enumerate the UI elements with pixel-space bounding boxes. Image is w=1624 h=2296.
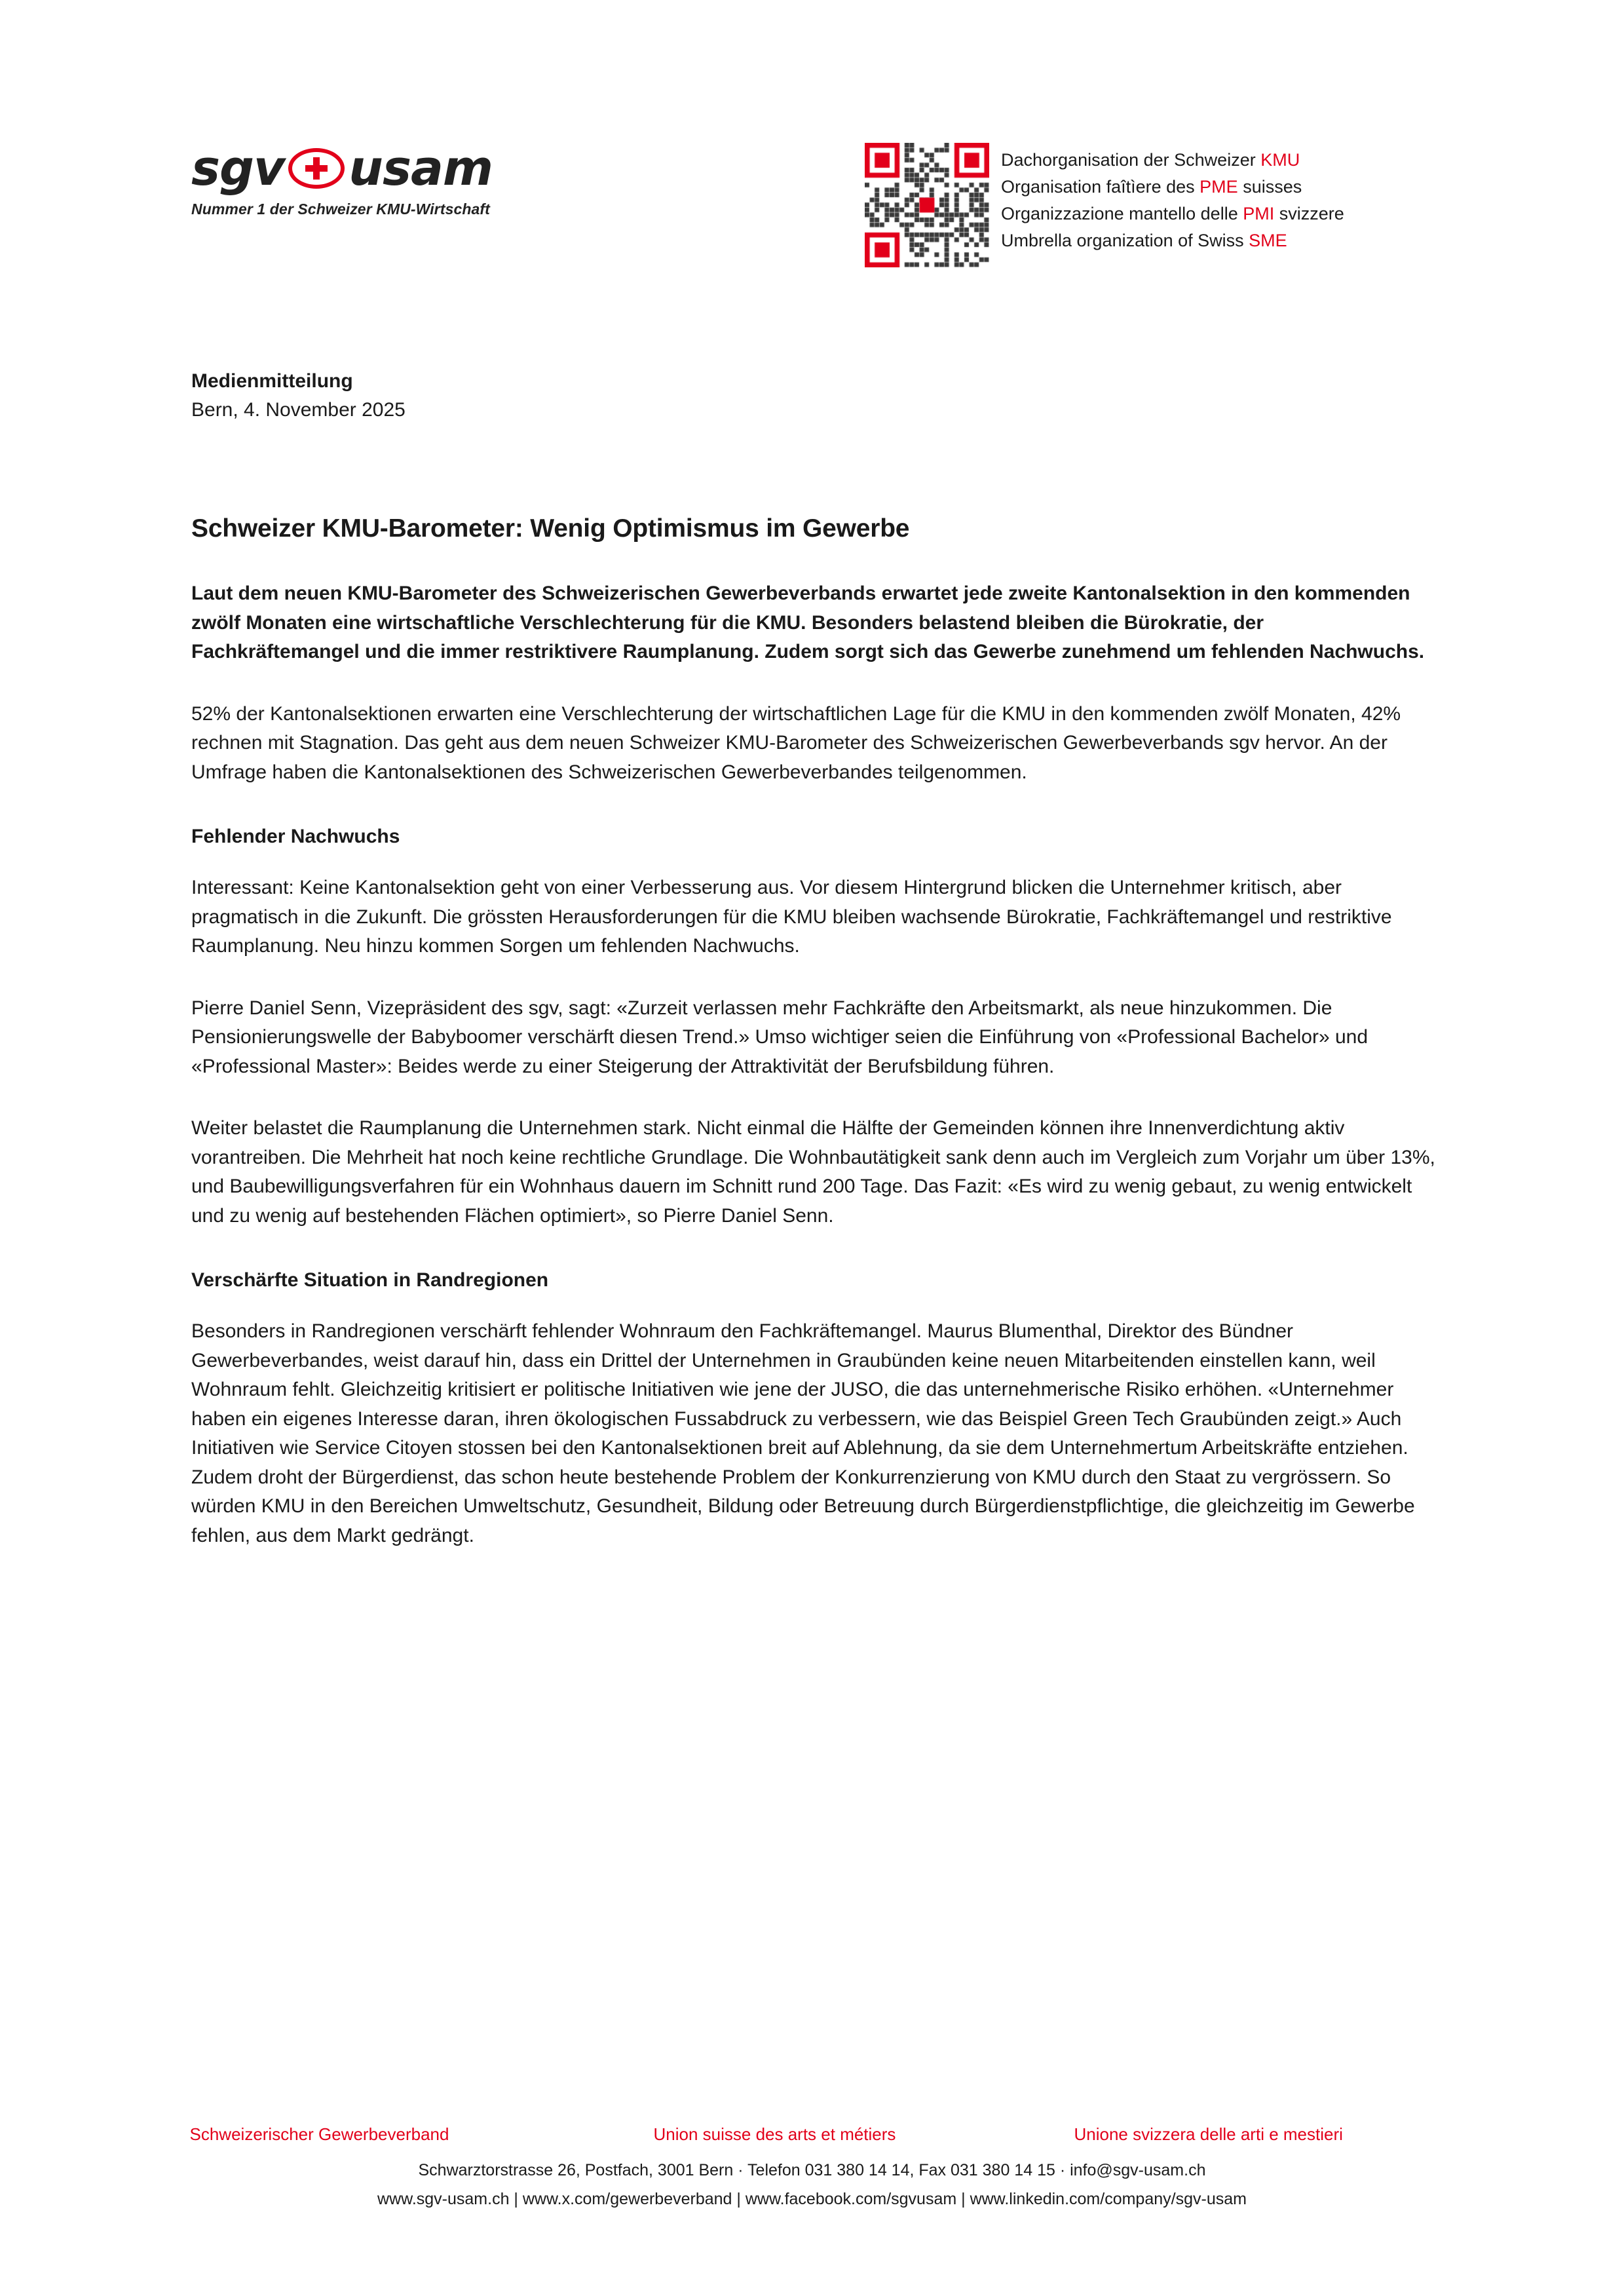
footer-name-de: Schweizerischer Gewerbeverband	[189, 2124, 449, 2144]
org-line-it-prefix: Organizzazione mantello delle	[1001, 204, 1243, 223]
qr-code-icon[interactable]	[865, 143, 989, 267]
org-line-en-highlight: SME	[1249, 231, 1287, 250]
paragraph-3: Pierre Daniel Senn, Vizepräsident des sgv, sagt: «Zurzeit verlassen mehr Fachkräfte den Arbeitsmarkt, als neue hinzukommen. Die Pensionierungswelle der Babyboomer verschärft diesen Trend.» Umso wichtiger seien die Einführung von «Professional Bachelor» und «Professional Master»: Beides werde zu einer Steigerung der Attraktivität der Berufsbildung führen.	[191, 997, 1369, 1077]
logo-text-usam: usam	[349, 140, 493, 197]
logo-wordmark	[191, 140, 558, 197]
paragraph-2: Interessant: Keine Kantonalsektion geht von einer Verbesserung aus. Vor diesem Hintergrund blicken die Unternehmer kritisch, aber pragmatisch in die Zukunft. Die grössten Herausforderungen für die KMU bleiben wachsende Bürokratie, Fachkräftemangel und restriktive Raumplanung. Neu hinzu kommen Sorgen um fehlenden Nachwuchs.	[191, 877, 1392, 957]
logo-text-sgv: sgv	[191, 140, 285, 197]
paragraph-5: Besonders in Randregionen verschärft fehlender Wohnraum den Fachkräftemangel. Maurus Blumenthal, Direktor des Bündner Gewerbeverbandes, weist darauf hin, dass ein Drittel der Unternehmen in Graubünden keine neuen Mitarbeitenden einstellen kann, weil Wohnraum fehlt. Gleichzeitig kritisiert er politische Initiativen wie jene der JUSO, die das unternehmerische Risiko erhöhen. «Unternehmer haben ein eigenes Interesse daran, ihren ökologischen Fussabdruck zu verbessern, wie das Beispiel Green Tech Graubünden zeigt.» Auch Initiativen wie Service Citoyen stossen bei den Kantonalsektionen breit auf Ablehnung, da sie dem Unternehmertum Arbeitskräfte entziehen. Zudem droht der Bürgerdienst, das schon heute bestehende Problem der Konkurrenzierung von KMU durch den Staat zu vergrössern. So würden KMU in den Bereichen Umweltschutz, Gesundheit, Bildung oder Betreuung durch Bürgerdienstpflichtige, die gleichzeitig im Gewerbe fehlen, aus dem Markt gedrängt.	[191, 1320, 1415, 1546]
page-title: Schweizer KMU-Barometer: Wenig Optimismus im Gewerbe	[191, 514, 910, 543]
org-line-en-prefix: Umbrella organization of Swiss	[1001, 231, 1249, 250]
org-line-en	[1001, 227, 1344, 254]
document-footer	[0, 2124, 1624, 2212]
footer-organisation-names	[190, 2124, 1435, 2148]
org-line-fr-prefix: Organisation faîtìere des	[1001, 177, 1200, 197]
place-and-date: Bern, 4. November 2025	[191, 399, 406, 421]
organisation-names	[1001, 147, 1344, 254]
sgv-usam-logo	[191, 140, 558, 218]
org-line-it-highlight: PMI	[1243, 204, 1275, 223]
org-line-fr-highlight: PME	[1199, 177, 1238, 197]
footer-name-it: Unione svizzera delle arti e mestieri	[1074, 2124, 1343, 2144]
org-line-de-prefix: Dachorganisation der Schweizer	[1001, 150, 1261, 170]
footer-address: Schwarztorstrasse 26, Postfach, 3001 Bern · Telefon 031 380 14 14, Fax 031 380 14 15 · info@sgv-usam.ch	[418, 2161, 1206, 2179]
footer-name-fr: Union suisse des arts et métiers	[653, 2124, 896, 2144]
section-title-fehlender-nachwuchs: Fehlender Nachwuchs	[191, 826, 400, 847]
document-type-label: Medienmitteilung	[191, 370, 353, 392]
swiss-cross-oval-icon	[288, 148, 345, 189]
org-line-fr-suffix: suisses	[1237, 177, 1302, 197]
org-line-de	[1001, 147, 1344, 174]
org-line-de-highlight: KMU	[1260, 150, 1300, 170]
footer-links[interactable]: www.sgv-usam.ch | www.x.com/gewerbeverband | www.facebook.com/sgvusam | www.linkedin.com/company/sgv-usam	[377, 2190, 1247, 2208]
lead-paragraph: Laut dem neuen KMU-Barometer des Schweizerischen Gewerbeverbands erwartet jede zweite Kantonalsektion in den kommenden zwölf Monaten eine wirtschaftliche Verschlechterung für die KMU. Besonders belastend bleiben die Bürokratie, der Fachkräftemangel und die immer restriktivere Raumplanung. Zudem sorgt sich das Gewerbe zunehmend um fehlenden Nachwuchs.	[191, 583, 1425, 662]
document-header	[0, 138, 1624, 269]
logo-tagline: Nummer 1 der Schweizer KMU-Wirtschaft	[191, 201, 490, 218]
org-line-fr	[1001, 174, 1344, 201]
section-title-randregionen: Verschärfte Situation in Randregionen	[191, 1269, 549, 1291]
org-line-it	[1001, 201, 1344, 227]
paragraph-1: 52% der Kantonalsektionen erwarten eine Verschlechterung der wirtschaftlichen Lage für die KMU in den kommenden zwölf Monaten, 42% rechnen mit Stagnation. Das geht aus dem neuen Schweizer KMU-Barometer des Schweizerischen Gewerbeverbands sgv hervor. An der Umfrage haben die Kantonalsektionen des Schweizerischen Gewerbeverbandes teilgenommen.	[191, 702, 1401, 783]
document-body	[191, 367, 1436, 1550]
paragraph-4: Weiter belastet die Raumplanung die Unternehmen stark. Nicht einmal die Hälfte der Gemeinden können ihre Innenverdichtung aktiv vorantreiben. Die Mehrheit hat noch keine rechtliche Grundlage. Die Wohnbautätigkeit sank denn auch im Vergleich zum Vorjahr um über 13%, und Baubewilligungsverfahren für ein Wohnhaus dauern im Schnitt rund 200 Tage. Das Fazit: «Es wird zu wenig gebaut, zu wenig entwickelt und zu wenig auf bestehenden Flächen optimiert», so Pierre Daniel Senn.	[191, 1117, 1435, 1227]
org-line-it-suffix: svizzere	[1274, 204, 1344, 223]
